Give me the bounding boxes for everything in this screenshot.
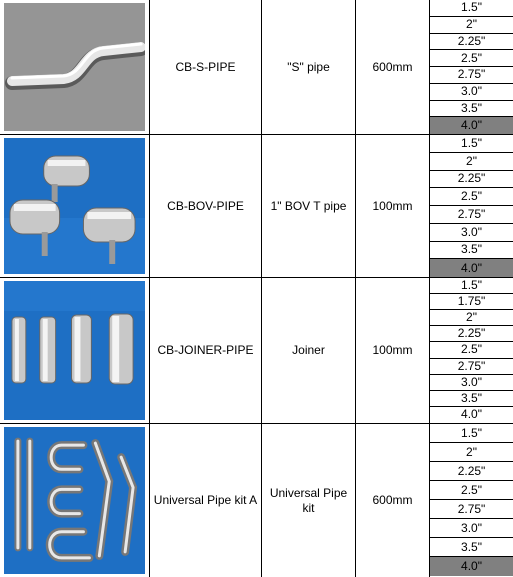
size-option: 2.5" xyxy=(430,481,513,500)
bov-t-pipe-photo-icon xyxy=(4,138,145,274)
product-image-cell xyxy=(0,424,150,577)
s-pipe-photo-icon xyxy=(4,3,145,131)
size-option: 4.0" xyxy=(430,117,513,134)
size-option: 3.5" xyxy=(430,101,513,118)
product-length: 600mm xyxy=(356,424,430,577)
size-option: 2" xyxy=(430,443,513,462)
table-row xyxy=(0,424,513,577)
product-length: 100mm xyxy=(356,278,430,423)
product-code: CB-S-PIPE xyxy=(150,0,262,134)
size-option: 3.0" xyxy=(430,84,513,101)
product-description: Universal Pipe kit xyxy=(262,424,356,577)
universal-pipe-kit-photo-icon xyxy=(4,427,145,574)
size-option: 2.75" xyxy=(430,359,513,375)
product-code: CB-JOINER-PIPE xyxy=(150,278,262,423)
size-option: 2.5" xyxy=(430,50,513,67)
size-option: 2.25" xyxy=(430,462,513,481)
product-length: 600mm xyxy=(356,0,430,134)
size-option: 2.75" xyxy=(430,206,513,224)
table-row xyxy=(0,135,513,278)
product-image-cell xyxy=(0,135,150,277)
product-image-cell xyxy=(0,0,150,134)
size-option: 2.25" xyxy=(430,326,513,342)
size-option: 2.75" xyxy=(430,500,513,519)
size-option: 3.5" xyxy=(430,538,513,557)
size-option: 2.5" xyxy=(430,188,513,206)
product-description: Joiner xyxy=(262,278,356,423)
size-option: 2.75" xyxy=(430,67,513,84)
size-option: 4.0" xyxy=(461,407,482,422)
size-option: 1.5" xyxy=(430,424,513,443)
size-option: 2" xyxy=(430,17,513,34)
size-option: 1.5" xyxy=(430,135,513,153)
size-option: 1.5" xyxy=(430,0,513,17)
size-list xyxy=(430,0,513,134)
size-option: 4.0" xyxy=(430,259,513,277)
size-list xyxy=(430,278,513,423)
size-option: 2.25" xyxy=(430,34,513,51)
size-list xyxy=(430,424,513,577)
size-option: 3.0" xyxy=(430,224,513,242)
table-row xyxy=(0,278,513,424)
size-option: 4.0" xyxy=(430,557,513,576)
size-list xyxy=(430,135,513,277)
product-description: "S" pipe xyxy=(262,0,356,134)
joiner-pipe-photo-icon xyxy=(4,281,145,420)
size-option: 2" xyxy=(430,153,513,171)
table-row xyxy=(0,0,513,135)
size-option: 2.5" xyxy=(430,342,513,358)
size-option: 3.0" xyxy=(430,375,513,391)
size-option: 3.5" xyxy=(430,391,513,407)
product-description: 1" BOV T pipe xyxy=(262,135,356,277)
size-option: 2" xyxy=(430,310,513,326)
size-option: 1.5" xyxy=(430,278,513,294)
product-code: Universal Pipe kit A xyxy=(150,424,262,577)
size-option: 2.25" xyxy=(430,171,513,189)
size-option: 3.5" xyxy=(430,242,513,260)
product-length: 100mm xyxy=(356,135,430,277)
size-option: 1.75" xyxy=(430,294,513,310)
product-image-cell xyxy=(0,278,150,423)
product-code: CB-BOV-PIPE xyxy=(150,135,262,277)
size-option: 3.0" xyxy=(430,519,513,538)
